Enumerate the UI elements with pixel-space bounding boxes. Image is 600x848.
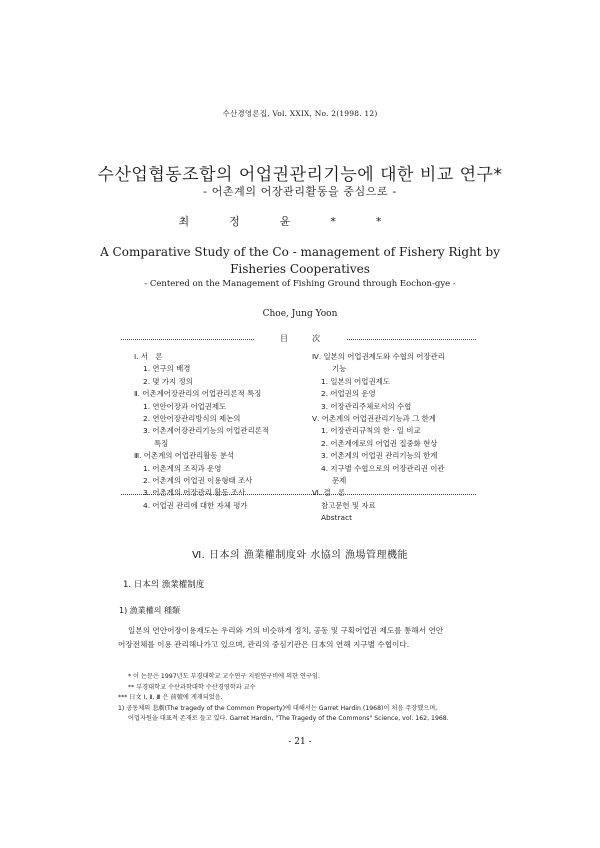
toc-entry: 4. 지구별 수협으로의 어장관리권 이관 (321, 463, 445, 473)
footnote: 1) 공동체의 悲劇(The tragedy of the Common Property)에 대해서는 Garret Hardin (1968)이 처음 주장했으며, (118, 704, 438, 712)
toc-entry: Ⅲ. 어촌계의 어업관리활동 분석 (134, 451, 235, 461)
toc-entry: Ⅰ. 서 론 (134, 352, 163, 361)
toc-entry: 1. 연안어장과 어업권제도 (143, 401, 227, 411)
toc-entry: 1. 어촌계의 조직과 운영 (143, 463, 222, 473)
body-line: 일본의 연안어장이용제도는 우리와 거의 비슷하게 정치, 공동 및 구획어업권 제도를 통해서 연안 (128, 626, 444, 635)
toc-title (0, 333, 600, 344)
toc-entry: 3. 어장관리주체로서의 수협 (321, 401, 412, 411)
toc-entry: Abstract (321, 513, 353, 523)
title-korean: 수산업협동조합의 어업권관리기능에 대한 비교 연구* (97, 165, 503, 185)
section-heading: Ⅵ. 日本의 漁業權制度와 水協의 漁場管理機能 (191, 550, 409, 561)
title-english-line1: A Comparative Study of the Co - management of Fishery Right by (100, 245, 500, 259)
subsubsection-heading: 1) 漁業權의 種類 (119, 606, 181, 615)
journal-info: 수산경영론집, Vol. XXIX, No. 2(1998. 12) (222, 109, 378, 118)
footnote: 어업자원을 대표적 존재로 들고 있다. Garret Hardin, "The Tragedy of the Commons" Science, vol. 162, 1968. (128, 715, 449, 722)
toc-entry: 2. 어업권의 운영 (321, 389, 376, 399)
toc-entry: 기능 (332, 364, 347, 374)
footnotes (118, 672, 498, 725)
footnote: ** 부경대학교 수산과학대학 수산경영학과 교수 (128, 683, 256, 691)
subtitle-english: - Centered on the Management of Fishing Ground through Eochon-gye - (144, 279, 456, 289)
author-english: Choe, Jung Yoon (262, 309, 338, 319)
toc-entry: 참고문헌 및 자료 (321, 500, 376, 510)
toc-entry: 1. 어장관리규칙의 한 · 일 비교 (321, 426, 421, 436)
toc-entry: 2. 연안어장관리방식의 제논의 (143, 414, 241, 424)
toc-entry: 1. 연구의 배경 (143, 364, 191, 374)
toc-entry: Ⅱ. 어촌계어장관리의 어업관리론적 특징 (134, 389, 262, 399)
body-line: 어장전체를 이용 관리해나가고 있으며, 관리의 중심기관은 日本의 연해 지구별 수협이다. (118, 640, 410, 649)
toc-entry: Ⅳ. 일본의 어업권제도와 수협의 어장관리 (312, 352, 445, 361)
toc-entry: 2. 어촌계에로의 어업권 집중화 현상 (321, 438, 438, 448)
subtitle-korean: - 어촌계의 어장관리활동을 중심으로 - (203, 185, 397, 198)
toc-entry: Ⅵ. 결 론 (312, 488, 346, 498)
page-number: - 21 - (288, 737, 312, 747)
title-english-line2: Fisheries Cooperatives (230, 262, 370, 276)
toc-entry: 3. 어촌계의 어장관리 활동 조사 (143, 488, 246, 498)
toc-entry: 특징 (154, 438, 169, 448)
toc-entry: 2. 몇 가지 정의 (143, 376, 193, 386)
toc-entry: 3. 어촌계의 어업권 관리기능의 한계 (321, 451, 438, 461)
toc-right-column (312, 351, 482, 525)
body-paragraph (118, 624, 488, 652)
toc-entry: 2. 어촌계의 어업권 이용형태 조사 (143, 476, 253, 486)
footnote: *** 日文 Ⅰ, Ⅱ, Ⅲ 은 前號에 게재되었음. (118, 694, 223, 701)
toc-entry: 1. 일본의 어업권제도 (321, 376, 390, 386)
subsection-heading: 1. 日本의 漁業權制度 (123, 580, 205, 590)
toc-entry: Ⅴ. 어촌계의 어업권관리기능과 그 한계 (312, 414, 436, 424)
title-english (0, 244, 600, 278)
footnote: * 이 논문은 1997년도 부경대학교 교수연구 지원연구비에 의한 연구임. (128, 673, 320, 680)
toc-title-text: 目次 (254, 334, 346, 343)
toc-entry: 문제 (332, 476, 347, 486)
toc-left-column (134, 351, 304, 512)
toc-entry: 3. 어촌계어장관리기능의 어업관리론적 (143, 426, 269, 436)
author-korean: 최정윤** (178, 215, 422, 228)
toc-entry: 4. 어업권 관리에 대한 자체 평가 (143, 500, 248, 510)
